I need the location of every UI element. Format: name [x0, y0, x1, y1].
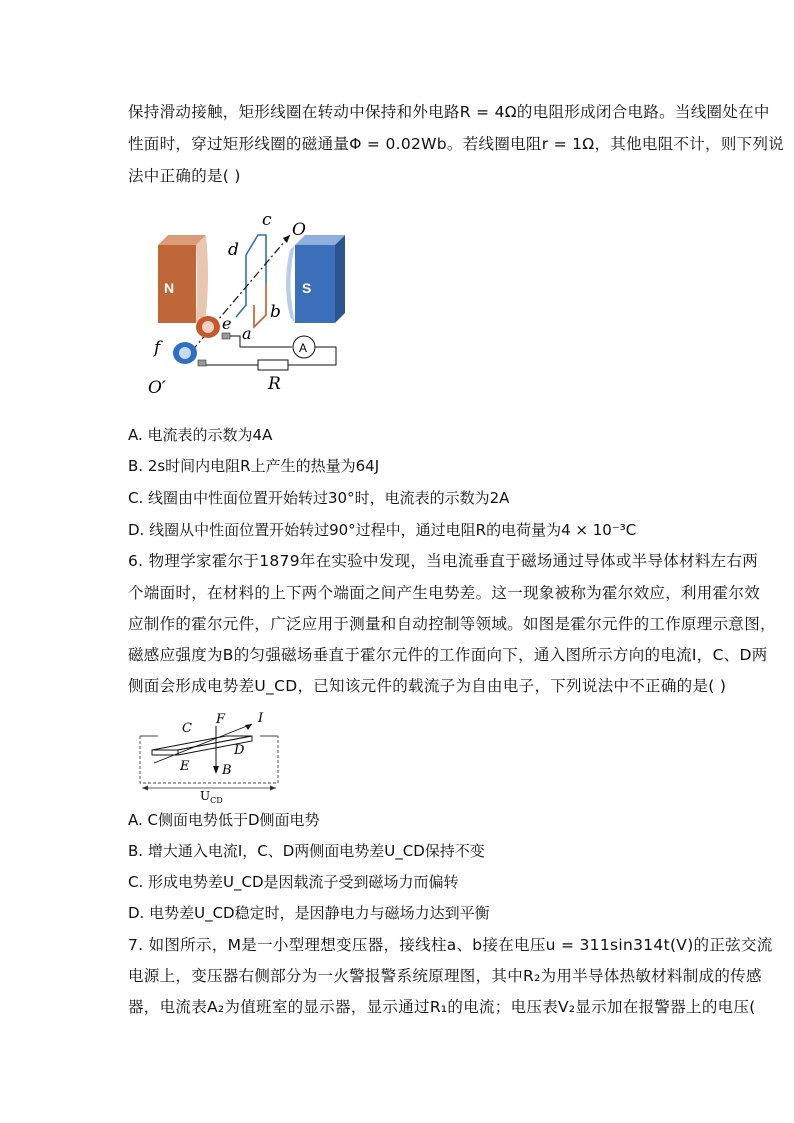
q6-option-d: D. 电势差U_CD稳定时，是因静电力与磁场力达到平衡	[128, 904, 490, 922]
brush-e	[222, 333, 230, 339]
coil-side-d	[236, 255, 246, 317]
q6-option-a: A. C侧面电势低于D侧面电势	[128, 811, 320, 829]
n-label: N	[164, 280, 175, 296]
ucd-arrow-right	[270, 786, 276, 791]
q5-option-c: C. 线圈由中性面位置开始转过30°时，电流表的示数为2A	[128, 489, 510, 507]
q6-line-5: 侧面会形成电势差U_CD，已知该元件的载流子为自由电子，下列说法中不正确的是( )	[128, 677, 727, 695]
q6-option-b: B. 增大通入电流I，C、D两侧面电势差U_CD保持不变	[128, 842, 485, 860]
hall-slab-front	[152, 750, 178, 755]
q5-line-3: 法中正确的是( )	[128, 167, 241, 185]
n-magnet-pole-face	[196, 235, 208, 323]
q6-line-3: 应制作的霍尔元件，广泛应用于测量和自动控制等领域。如图是霍尔元件的工作原理示意图，	[128, 615, 776, 633]
label-d: D	[234, 743, 245, 758]
wire-top	[230, 336, 292, 347]
slip-ring-e-hole	[202, 321, 214, 333]
hall-element-figure	[130, 708, 290, 803]
s-label: S	[302, 280, 312, 296]
q6-line-1: 6. 物理学家霍尔于1879年在实验中发现，当电流垂直于磁场通过导体或半导体材料左右两	[128, 552, 759, 570]
coil-side-ab	[254, 285, 266, 327]
label-ucd-u: U	[200, 789, 211, 803]
q5-line-1: 保持滑动接触，矩形线圈在转动中保持和外电路R = 4Ω的电阻形成闭合电路。当线圈处在中	[128, 103, 770, 121]
generator-figure	[140, 205, 360, 400]
q5-option-a: A. 电流表的示数为4A	[128, 426, 273, 444]
brush-f	[198, 360, 206, 366]
slip-ring-f-hole	[179, 347, 191, 359]
b-field-arrowhead	[213, 766, 219, 774]
label-d: d	[228, 240, 239, 260]
coil-side-dc	[246, 235, 266, 285]
axis-arrow	[283, 235, 290, 243]
label-r: R	[268, 374, 281, 394]
q5-line-2: 性面时，穿过矩形线圈的磁通量Φ = 0.02Wb。若线圈电阻r = 1Ω，其他电阻不计，则下列说	[128, 135, 785, 153]
label-ucd	[200, 789, 223, 803]
q6-option-c: C. 形成电势差U_CD是因载流子受到磁场力而偏转	[128, 873, 459, 891]
label-e: e	[222, 314, 232, 333]
label-c: C	[182, 721, 192, 736]
label-ucd-subscript: CD	[210, 796, 223, 803]
s-magnet-pole-face	[286, 245, 295, 323]
label-c: c	[262, 210, 272, 230]
label-b: b	[270, 302, 281, 322]
q5-option-b: B. 2s时间内电阻R上产生的热量为64J	[128, 457, 380, 475]
label-a: a	[242, 324, 252, 343]
ucd-arrow-left	[142, 786, 148, 791]
label-b: B	[222, 763, 232, 778]
q7-line-1: 7. 如图所示，M是一小型理想变压器，接线柱a、b接在电压u = 311sin314t(V)的正弦交流	[128, 936, 773, 954]
label-f: F	[216, 712, 226, 727]
q7-line-2: 电源上，变压器右侧部分为一火警报警系统原理图，其中R₂为用半导体热敏材料制成的传感	[128, 967, 762, 985]
q7-line-3: 器，电流表A₂为值班室的显示器，显示通过R₁的电流；电压表V₂显示加在报警器上的电压(	[128, 998, 756, 1016]
s-magnet-side	[335, 235, 345, 323]
current-arrowhead	[245, 724, 252, 730]
label-i: I	[258, 711, 264, 726]
q5-option-d: D. 线圈从中性面位置开始转过90°过程中，通过电阻R的电荷量为4 × 10⁻³C	[128, 521, 637, 539]
q6-line-2: 个端面时，在材料的上下两个端面之间产生电势差。这一现象被称为霍尔效应，利用霍尔效	[128, 584, 761, 602]
label-f: f	[154, 338, 161, 358]
label-o-prime: O′	[148, 378, 166, 398]
label-o: O	[292, 220, 306, 240]
s-magnet-front	[295, 245, 335, 323]
q6-line-4: 磁感应强度为B的匀强磁场垂直于霍尔元件的工作面向下，通入图所示方向的电流I，C、D两	[128, 646, 768, 664]
label-e: E	[180, 759, 190, 774]
resistor-r	[258, 360, 288, 370]
ammeter-label: A	[299, 341, 308, 355]
